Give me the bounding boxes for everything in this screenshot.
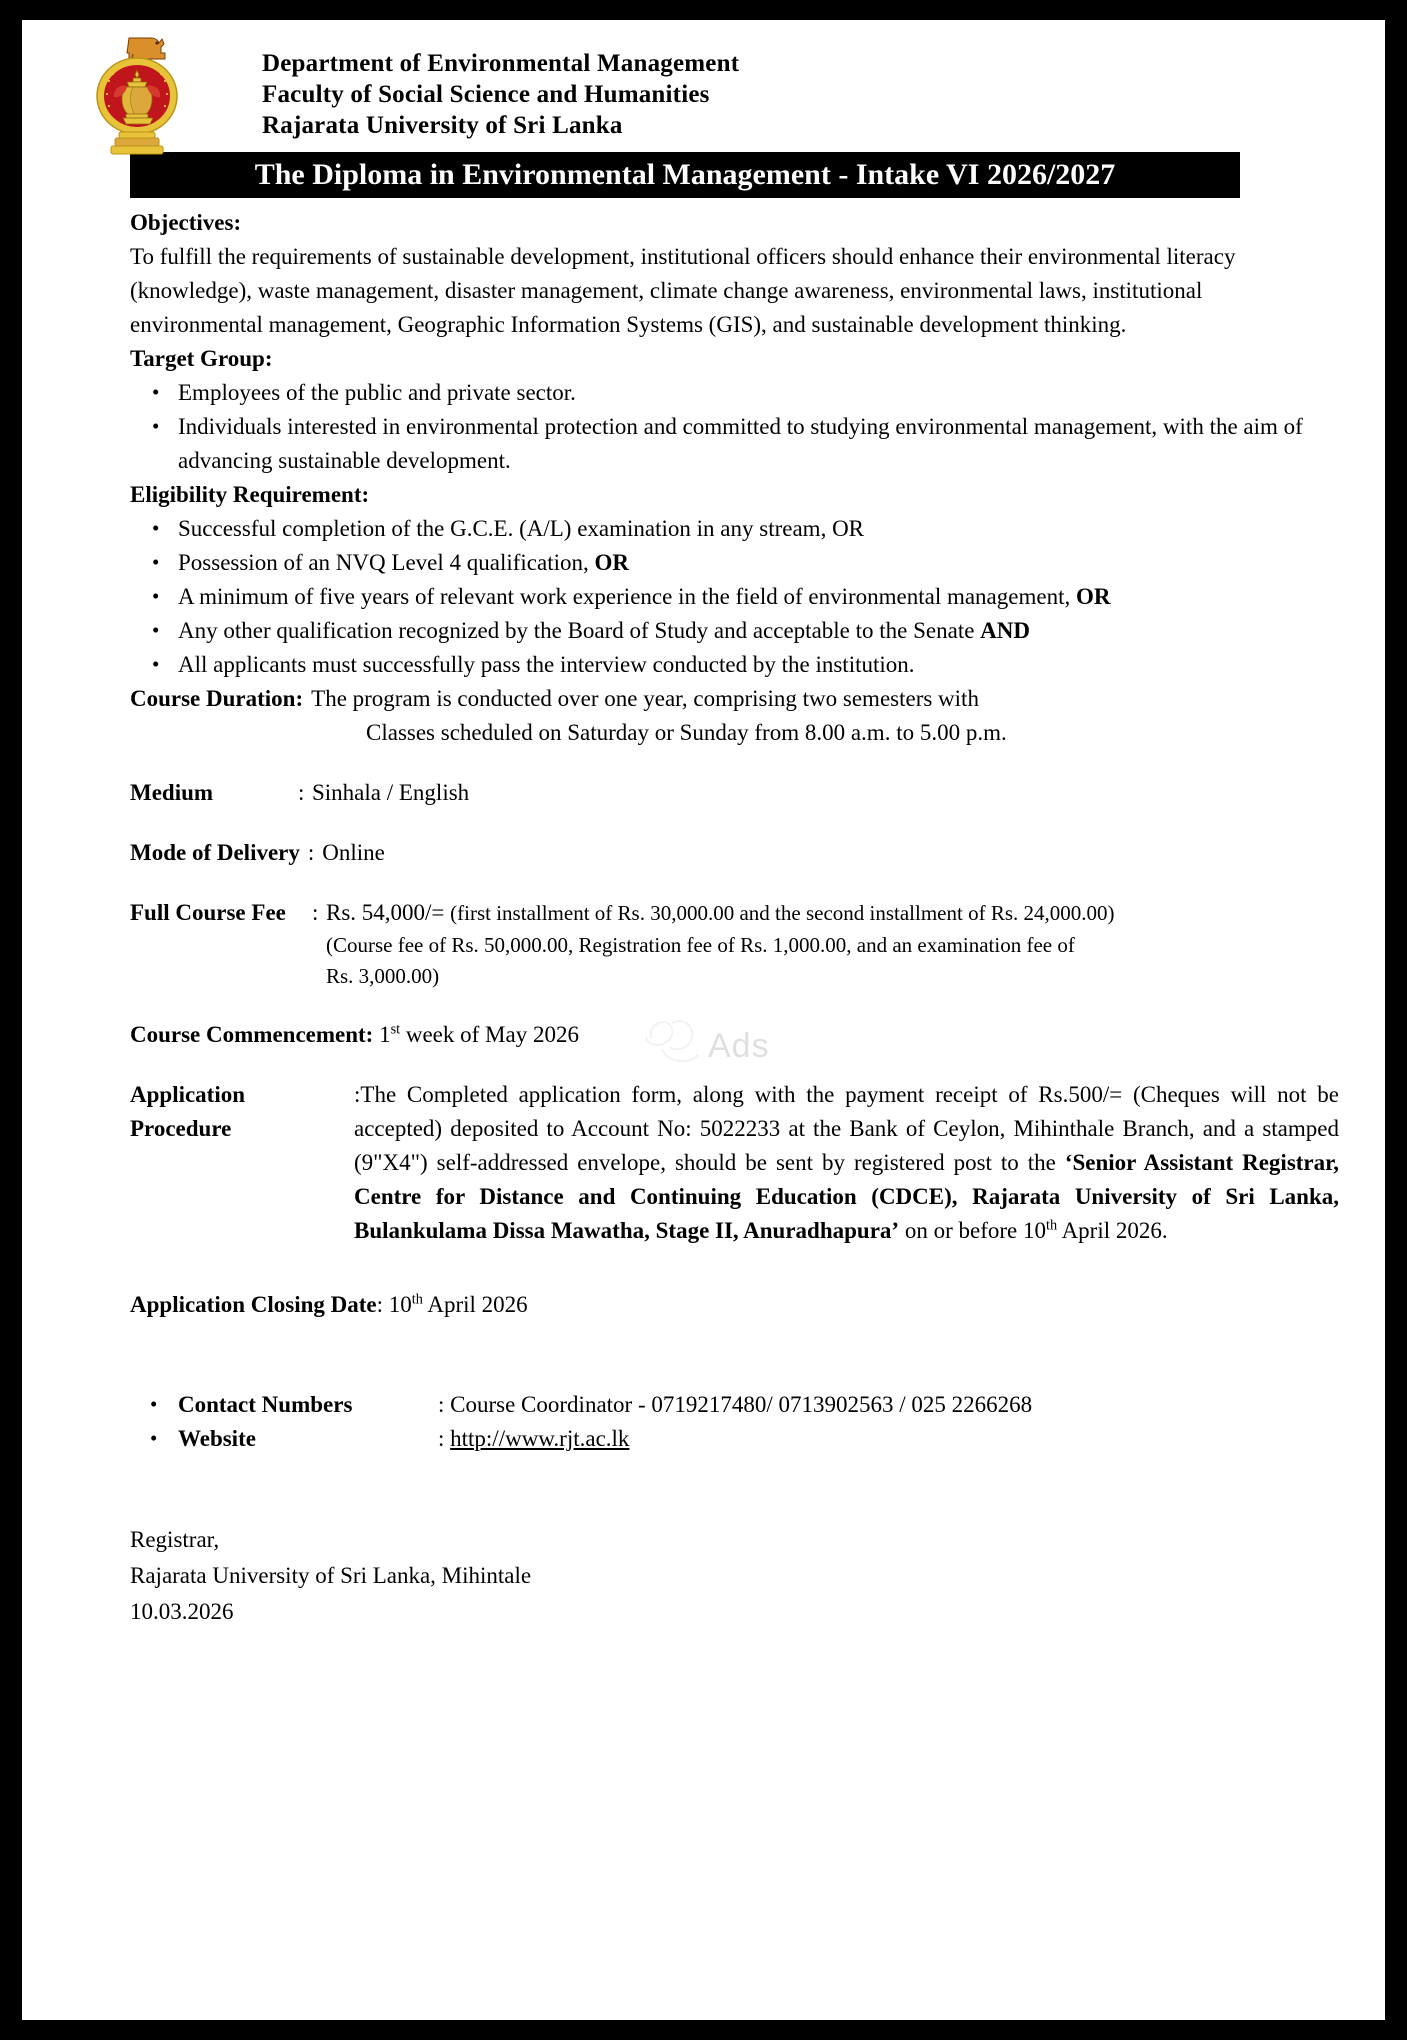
document-header xyxy=(22,20,1385,152)
application-procedure-label: Application Procedure xyxy=(130,1082,246,1141)
course-fee-installments: (first installment of Rs. 30,000.00 and the second installment of Rs. 24,000.00) xyxy=(450,901,1115,925)
course-fee-body xyxy=(326,896,1339,992)
contact-section xyxy=(22,1388,1385,1456)
objectives-section xyxy=(22,206,1385,342)
course-fee-line-1 xyxy=(326,896,1339,930)
list-item xyxy=(130,512,1339,546)
list-item xyxy=(130,614,1339,648)
closing-date-separator: : xyxy=(376,1292,384,1317)
signature-registrar: Registrar, xyxy=(130,1527,220,1552)
application-procedure-text-3: April 2026. xyxy=(1057,1218,1168,1243)
course-fee-separator: : xyxy=(312,900,319,925)
header-line-faculty: Faculty of Social Science and Humanities xyxy=(262,81,710,108)
course-fee-row xyxy=(130,896,1339,992)
course-fee-line-3: Rs. 3,000.00) xyxy=(326,964,440,988)
eligibility-item-text: Any other qualification recognized by the Board of Study and acceptable to the Senate xyxy=(178,618,981,643)
course-fee-label: Full Course Fee xyxy=(130,900,286,925)
page-inner-border xyxy=(20,18,1387,2022)
objectives-label: Objectives: xyxy=(130,210,242,235)
eligibility-item-text: A minimum of five years of relevant work experience in the field of environmental management, xyxy=(178,584,1076,609)
header-line-department: Department of Environmental Management xyxy=(262,50,740,77)
application-procedure-section xyxy=(22,1078,1385,1248)
closing-date-label: Application Closing Date xyxy=(130,1292,377,1317)
application-procedure-body xyxy=(354,1078,1339,1248)
contact-numbers-value xyxy=(438,1388,1339,1422)
website-label: • Website xyxy=(178,1426,256,1451)
course-commencement-label: Course Commencement: xyxy=(130,1022,374,1047)
spacer xyxy=(22,750,1385,776)
commencement-ordinal-suffix: st xyxy=(390,1021,401,1038)
document-page xyxy=(22,20,1385,2020)
mode-of-delivery-label: Mode of Delivery xyxy=(130,840,300,865)
course-commencement-section xyxy=(22,1018,1385,1052)
header-line-university: Rajarata University of Sri Lanka xyxy=(262,112,623,139)
course-commencement-value xyxy=(379,1022,579,1047)
application-procedure-text-2: on or before 10 xyxy=(899,1218,1046,1243)
signature-block xyxy=(22,1522,1385,1630)
mode-of-delivery-value: Online xyxy=(322,840,385,865)
application-procedure-sep: : xyxy=(354,1082,361,1107)
course-fee-section xyxy=(22,896,1385,992)
medium-separator: : xyxy=(298,780,305,805)
closing-date-section xyxy=(22,1288,1385,1322)
medium-value: Sinhala / English xyxy=(312,780,470,805)
eligibility-item-bold: AND xyxy=(980,618,1031,643)
medium-label: Medium xyxy=(130,780,214,805)
objectives-text: To fulfill the requirements of sustainable development, institutional officers should enhance their environmental literacy (knowledge), waste management, disaster management, climate change awareness, environmental laws, institutional environmental management, Geographic Information Systems (GIS), and sustainable development thinking. xyxy=(130,244,1236,337)
course-duration-section xyxy=(22,682,1385,750)
website-link[interactable]: http://www.rjt.ac.lk xyxy=(450,1426,630,1451)
closing-date-month-year: April 2026 xyxy=(422,1292,528,1317)
medium-section xyxy=(22,776,1385,810)
logo-container xyxy=(22,32,252,154)
page-title: The Diploma in Environmental Management - Intake VI 2026/2027 xyxy=(130,152,1240,198)
course-fee-amount: Rs. 54,000/= xyxy=(326,900,445,925)
target-group-list xyxy=(130,376,1339,478)
eligibility-item-text: Successful completion of the G.C.E. (A/L) examination in any stream, OR xyxy=(178,516,865,541)
eligibility-item-bold: OR xyxy=(594,550,629,575)
spacer xyxy=(22,1052,1385,1078)
mode-of-delivery-section xyxy=(22,836,1385,870)
list-item xyxy=(130,580,1339,614)
course-duration-label: Course Duration: xyxy=(130,686,304,711)
spacer xyxy=(22,810,1385,836)
medium-row xyxy=(130,776,1339,810)
list-item xyxy=(130,648,1339,682)
closing-date-day: 10 xyxy=(383,1292,412,1317)
course-commencement-row xyxy=(130,1018,1339,1052)
commencement-ordinal-number: 1 xyxy=(379,1022,391,1047)
rajarata-university-crest-icon xyxy=(89,34,185,154)
course-duration-line1: The program is conducted over one year, comprising two semesters with xyxy=(311,686,979,711)
watermark-text: Ads xyxy=(708,1027,770,1065)
spacer xyxy=(22,870,1385,896)
title-bar-container xyxy=(22,152,1385,198)
application-procedure-date-suffix: th xyxy=(1046,1217,1058,1234)
course-fee-line-2: (Course fee of Rs. 50,000.00, Registration fee of Rs. 1,000.00, and an examination fee of xyxy=(326,933,1075,957)
target-group-section xyxy=(22,342,1385,478)
list-item xyxy=(130,546,1339,580)
eligibility-label: Eligibility Requirement: xyxy=(130,482,370,507)
website-value xyxy=(438,1422,1339,1456)
list-item: • Individuals interested in environmental protection and committed to studying environmental management, with the aim of advancing sustainable development. xyxy=(130,410,1339,478)
list-item: • Employees of the public and private sector. xyxy=(130,376,1339,410)
target-group-label: Target Group: xyxy=(130,346,273,371)
contact-numbers-separator: : xyxy=(438,1392,445,1417)
document-content xyxy=(22,198,1385,1630)
closing-date-day-suffix: th xyxy=(411,1291,423,1308)
signature-university: Rajarata University of Sri Lanka, Mihintale xyxy=(130,1563,532,1588)
website-separator: : xyxy=(438,1426,445,1451)
mode-of-delivery-row xyxy=(130,836,1339,870)
spacer xyxy=(22,1456,1385,1496)
spacer xyxy=(22,1362,1385,1388)
eligibility-item-text: All applicants must successfully pass the interview conducted by the institution. xyxy=(178,652,915,677)
application-procedure-row xyxy=(130,1078,1339,1248)
contact-numbers-label: • Contact Numbers xyxy=(178,1392,353,1417)
spacer xyxy=(22,1248,1385,1288)
eligibility-item-text: Possession of an NVQ Level 4 qualification, xyxy=(178,550,595,575)
contact-numbers-text: Course Coordinator - 0719217480/ 0713902563 / 025 2266268 xyxy=(450,1392,1033,1417)
spacer xyxy=(22,992,1385,1018)
contact-list xyxy=(130,1388,1339,1456)
list-item xyxy=(130,1422,1339,1456)
header-institution-block xyxy=(252,32,1385,141)
spacer xyxy=(22,1322,1385,1362)
application-procedure-address: ‘Senior Assistant Registrar, Centre for Distance and Continuing Education (CDCE), Rajarata University of Sri Lanka, Bulankulama Dissa Mawatha, Stage II, Anuradhapura’ xyxy=(354,1150,1339,1243)
eligibility-section xyxy=(22,478,1385,682)
course-duration-row xyxy=(130,682,1339,716)
signature-date: 10.03.2026 xyxy=(130,1599,234,1624)
course-duration-line2: Classes scheduled on Saturday or Sunday from 8.00 a.m. to 5.00 p.m. xyxy=(366,720,1007,745)
eligibility-item-bold: OR xyxy=(1075,584,1111,609)
application-procedure-text-1: The Completed application form, along with the payment receipt of Rs.500/= (Cheques will not be accepted) deposited to Account No: 5022233 at the Bank of Ceylon, Mihinthale Branch, and a stamped (9"X4") self-addressed envelope, should be sent by registered post to the xyxy=(354,1082,1339,1175)
closing-date-row xyxy=(130,1288,1339,1322)
commencement-date-text: week of May 2026 xyxy=(400,1022,579,1047)
mode-of-delivery-separator: : xyxy=(307,840,315,865)
eligibility-list xyxy=(130,512,1339,682)
list-item xyxy=(130,1388,1339,1422)
spacer xyxy=(22,1496,1385,1522)
closing-date-value xyxy=(383,1292,528,1317)
